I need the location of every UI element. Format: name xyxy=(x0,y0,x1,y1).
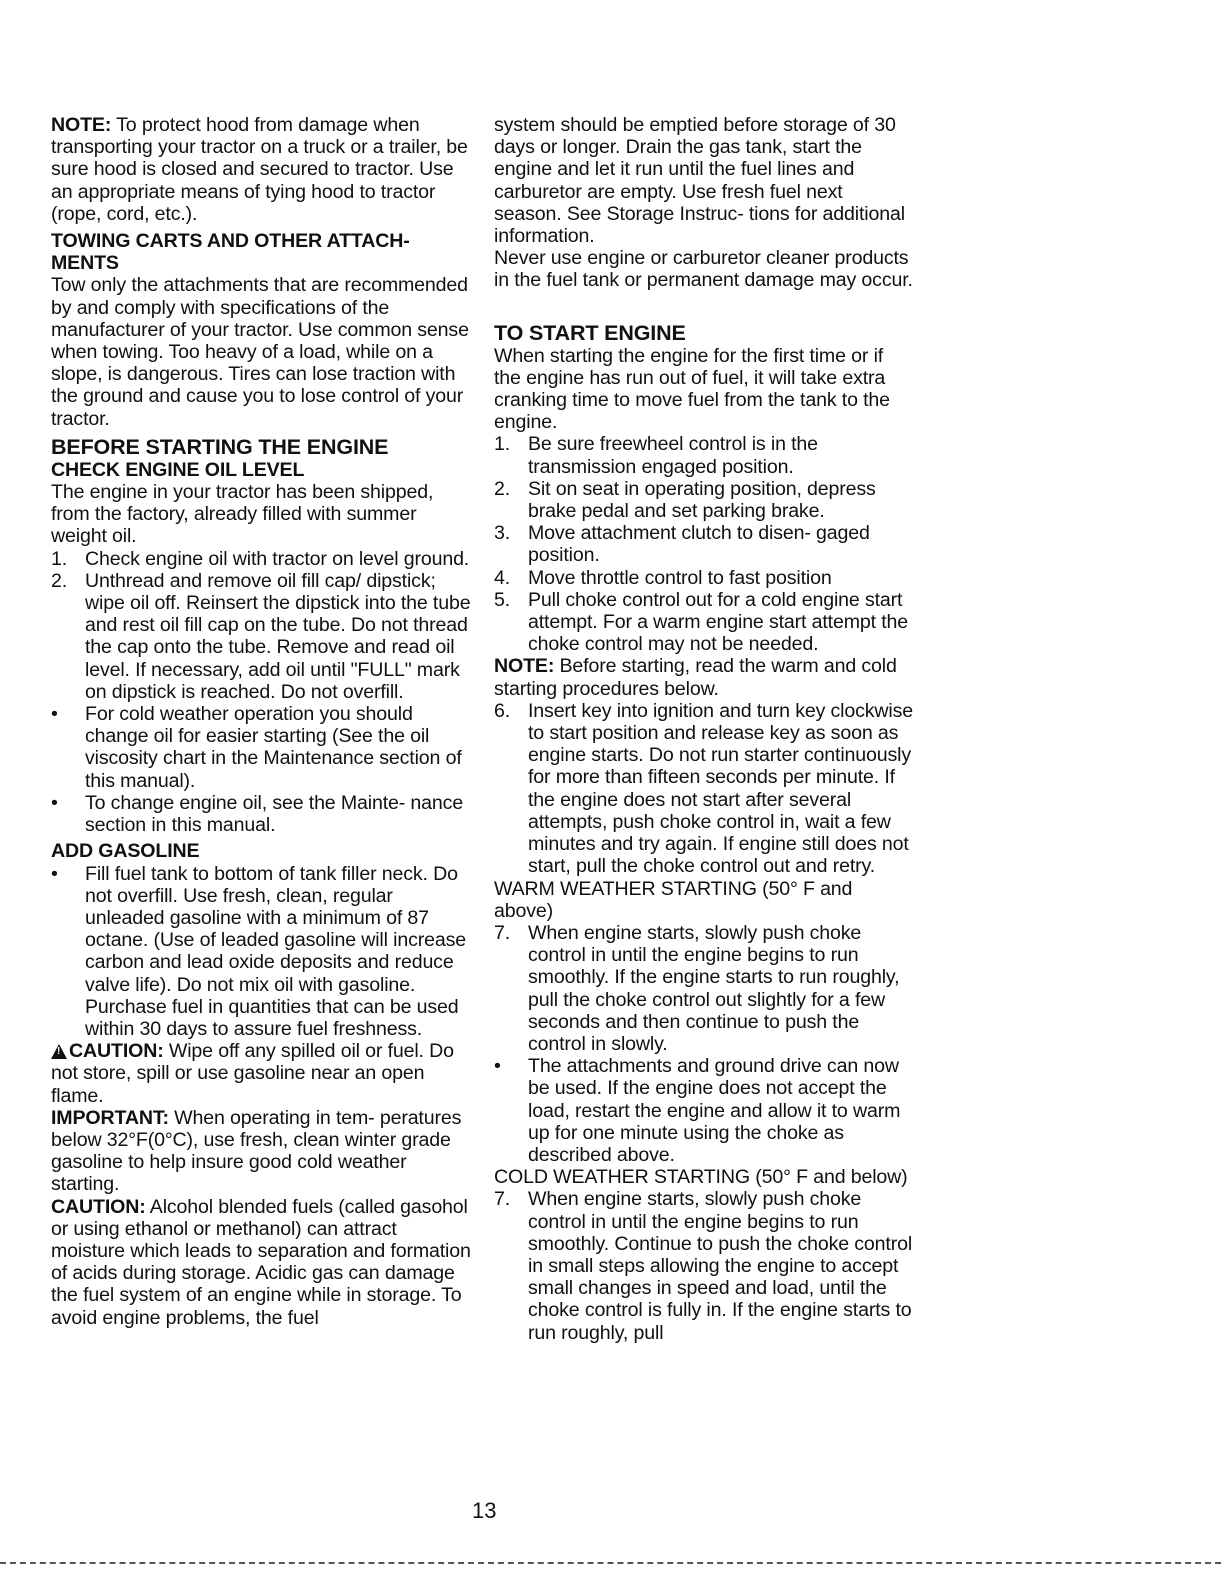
list-item-text: Move attachment clutch to disen- gaged position. xyxy=(528,522,870,567)
warm-weather-heading: WARM WEATHER STARTING (50° F and above) xyxy=(494,877,853,922)
note-label: NOTE: xyxy=(51,114,112,136)
step-six xyxy=(494,700,914,878)
list-marker: • xyxy=(51,703,58,726)
right-column xyxy=(494,114,914,1344)
hood-note: NOTE: To protect hood from damage when transporting your tractor on a truck or a trailer, be sure hood is closed and secured to tractor. Use an appropriate means of tying hood to tractor (rope, cord, etc.). xyxy=(51,114,468,225)
warm-steps xyxy=(494,922,914,1166)
list-item xyxy=(494,589,914,656)
left-column xyxy=(51,114,471,1329)
list-item-text: Fill fuel tank to bottom of tank filler neck. Do not overfill. Use fresh, clean, regular unleaded gasoline with a minimum of 87 octane. (Use of leaded gasoline will increase carbon and lead oxide deposits and reduce valve life). Do not mix oil with gasoline. Purchase fuel in quantities that can be used within 30 days to assure fuel freshness. xyxy=(85,862,466,1040)
list-marker: 6. xyxy=(494,699,511,722)
check-oil-steps xyxy=(51,548,471,837)
list-marker: • xyxy=(494,1055,501,1078)
list-item xyxy=(494,478,914,522)
list-item xyxy=(494,522,914,566)
fuel-storage-text: system should be emptied before storage of 30 days or longer. Drain the gas tank, start the engine and let it run until the fuel lines and carburetor are empty. Use fresh fuel next season. See Storage Instruc- tions for additional information. xyxy=(494,114,905,248)
list-item xyxy=(494,433,914,477)
list-item xyxy=(494,1188,914,1343)
list-item-text: The attachments and ground drive can now be used. If the engine does not accept the load, restart the engine and allow it to warm up for one minute using the choke as described above. xyxy=(528,1055,901,1166)
caution-spill: !CAUTION: Wipe off any spilled oil or fuel. Do not store, spill or use gasoline near an open flame. xyxy=(51,1040,471,1107)
list-item xyxy=(494,567,914,589)
important-note: IMPORTANT: When operating in tem- peratures below 32°F(0°C), use fresh, clean winter grade gasoline to help insure good cold weather starting. xyxy=(51,1106,462,1196)
page-number: 13 xyxy=(472,1498,497,1523)
before-starting-heading: BEFORE STARTING THE ENGINE xyxy=(51,434,389,459)
add-gasoline-heading: ADD GASOLINE xyxy=(51,840,200,863)
list-item xyxy=(494,1055,914,1166)
list-marker: 7. xyxy=(494,921,511,944)
list-marker: 1. xyxy=(51,547,68,570)
list-item-text: To change engine oil, see the Mainte- nance section in this manual. xyxy=(85,791,464,837)
start-steps xyxy=(494,433,914,655)
list-item-text: For cold weather operation you should change oil for easier starting (See the oil viscosity chart in the Maintenance section of this manual). xyxy=(85,703,462,792)
list-item xyxy=(51,863,471,1041)
list-item-text: Move throttle control to fast position xyxy=(528,566,832,589)
list-item xyxy=(51,792,471,836)
list-marker: 2. xyxy=(494,477,511,500)
list-item-text: Sit on seat in operating position, depress brake pedal and set parking brake. xyxy=(528,477,876,523)
list-item xyxy=(494,700,914,878)
list-item-text: Unthread and remove oil fill cap/ dipstick; wipe oil off. Reinsert the dipstick into the tube and rest oil fill cap on the tube. Do not thread the cap onto the tube. Remove and read oil level. If necessary, add oil until "FULL" mark on dipstick is reached. Do not overfill. xyxy=(85,569,471,703)
list-item-text: Check engine oil with tractor on level ground. xyxy=(85,547,470,570)
list-marker: 1. xyxy=(494,433,511,456)
start-engine-heading: TO START ENGINE xyxy=(494,320,686,345)
list-marker: 4. xyxy=(494,566,511,589)
list-item-text: When engine starts, slowly push choke control in until the engine begins to run smoothly. Continue to push the choke control in small steps allowing the engine to accept small changes in speed and load, until the choke control is fully in. If the engine starts to run roughly, pull xyxy=(528,1188,913,1344)
warning-triangle-icon xyxy=(51,1044,67,1059)
list-marker: 3. xyxy=(494,522,511,545)
list-marker: 5. xyxy=(494,588,511,611)
list-item-text: Insert key into ignition and turn key clockwise to start position and release key as soon as engine starts. Do not run starter continuously for more than fifteen seconds per minute. If the engine does not start after several attempts, push choke control in, wait a few minutes and try again. If engine still does not start, pull the choke control out and retry. xyxy=(528,699,914,878)
cold-steps xyxy=(494,1188,914,1343)
list-item-text: Pull choke control out for a cold engine start attempt. For a warm engine start attempt the choke control may not be needed. xyxy=(528,588,909,656)
gasoline-steps xyxy=(51,863,471,1041)
check-oil-text: The engine in your tractor has been shipped, from the factory, already filled with summer weight oil. xyxy=(51,481,434,548)
list-item-text: Be sure freewheel control is in the transmission engaged position. xyxy=(528,433,818,478)
cleaner-warning: Never use engine or carburetor cleaner products in the fuel tank or permanent damage may occur. xyxy=(494,247,913,292)
start-note: NOTE: Before starting, read the warm and cold starting procedures below. xyxy=(494,655,897,700)
list-item xyxy=(51,548,471,570)
list-marker: • xyxy=(51,862,58,885)
list-item xyxy=(51,703,471,792)
check-oil-heading: CHECK ENGINE OIL LEVEL xyxy=(51,458,305,481)
list-item-text: When engine starts, slowly push choke control in until the engine begins to run smoothly. If the engine starts to run roughly, pull the choke control out slightly for a few seconds and then continue to push the control in slowly. xyxy=(528,921,900,1055)
towing-text: Tow only the attachments that are recommended by and comply with specifications of the manufacturer of your tractor. Use common sense when towing. Too heavy of a load, while on a slope, is dangerous. Tires can lose traction with the ground and cause you to lose control of your tractor. xyxy=(51,274,469,430)
list-marker: 2. xyxy=(51,569,68,592)
list-marker: • xyxy=(51,791,58,814)
towing-heading: TOWING CARTS AND OTHER ATTACH- MENTS xyxy=(51,230,410,275)
list-item xyxy=(51,570,471,703)
start-engine-text: When starting the engine for the first time or if the engine has run out of fuel, it will take extra cranking time to move fuel from the tank to the engine. xyxy=(494,344,890,434)
bottom-divider xyxy=(0,1562,1221,1564)
list-marker: 7. xyxy=(494,1188,511,1211)
cold-weather-heading: COLD WEATHER STARTING (50° F and below) xyxy=(494,1166,908,1189)
caution-alcohol: CAUTION: Alcohol blended fuels (called gasohol or using ethanol or methanol) can attract moisture which leads to separation and formation of acids during storage. Acidic gas can damage the fuel system of an engine while in storage. To avoid engine problems, the fuel xyxy=(51,1195,471,1329)
list-item xyxy=(494,922,914,1055)
